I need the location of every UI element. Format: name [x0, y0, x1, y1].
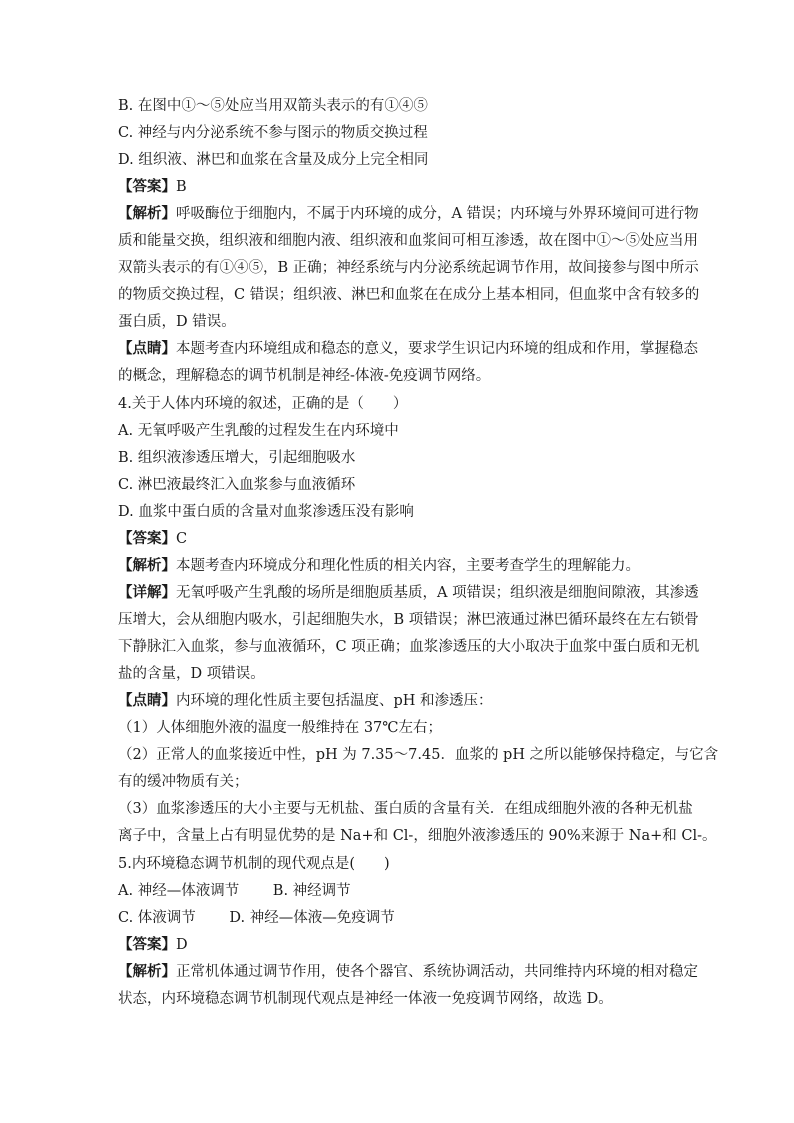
- q5-analysis-line: 状态，内环境稳态调节机制现代观点是神经一体液一免疫调节网络，故选 D。: [118, 991, 613, 1007]
- point-tag: 【点睛】: [118, 692, 176, 709]
- analysis-tag: 【解析】: [118, 963, 176, 980]
- q4-detail-line: 盐的含量，D 项错误。: [118, 666, 265, 682]
- q4-detail-line: 压增大，会从细胞内吸水，引起细胞失水，B 项错误；淋巴液通过淋巴循环最终在左右锁骨: [118, 612, 699, 628]
- q3-analysis-line: 的物质交换过程，C 错误；组织液、淋巴和血浆在在成分上基本相同，但血浆中含有较多的: [118, 287, 700, 303]
- q3-option-c: C. 神经与内分泌系统不参与图示的物质交换过程: [118, 125, 428, 141]
- q4-detail-line: 【详解】无氧呼吸产生乳酸的场所是细胞质基质，A 项错误；组织液是细胞间隙液，其渗透: [118, 584, 699, 601]
- q3-analysis-line: 质和能量交换，组织液和细胞内液、组织液和血浆间可相互渗透，故在图中①～⑤处应当用: [118, 233, 698, 249]
- analysis-tag: 【解析】: [118, 557, 176, 574]
- q3-option-b: B. 在图中①～⑤处应当用双箭头表示的有①④⑤: [118, 98, 428, 114]
- q3-answer: [118, 177, 187, 197]
- answer-value: B: [176, 179, 187, 195]
- answer-tag: 【答案】: [118, 936, 176, 953]
- q5-options-row: A. 神经—体液调节 B. 神经调节: [118, 883, 351, 899]
- q4-point-line: 离子中，含量上占有明显优势的是 Na+和 Cl-，细胞外液渗透压的 90%来源于 Na+和 Cl-。: [118, 828, 717, 844]
- q4-point-line: （3）血浆渗透压的大小主要与无机盐、蛋白质的含量有关．在组成细胞外液的各种无机盐: [118, 801, 693, 817]
- q4-option-d: D. 血浆中蛋白质的含量对血浆渗透压没有影响: [118, 504, 414, 520]
- q4-question: 4.关于人体内环境的叙述，正确的是（ ）: [118, 396, 408, 412]
- q5-answer: [118, 935, 188, 955]
- q3-point-line: 【点睛】本题考查内环境组成和稳态的意义，要求学生识记内环境的组成和作用，掌握稳态: [118, 340, 698, 357]
- q4-point-line: 【点睛】内环境的理化性质主要包括温度、pH 和渗透压：: [118, 692, 493, 709]
- answer-value: C: [176, 531, 188, 547]
- q3-analysis-line: 【解析】呼吸酶位于细胞内，不属于内环境的成分，A 错误；内环境与外界环境间可进行物: [118, 205, 699, 222]
- q5-analysis-line: 【解析】正常机体通过调节作用，使各个器官、系统协调活动，共同维持内环境的相对稳定: [118, 963, 698, 980]
- q4-detail-line: 下静脉汇入血浆，参与血液循环，C 项正确；血浆渗透压的大小取决于血浆中蛋白质和无机: [118, 639, 700, 655]
- q4-point-line: 有的缓冲物质有关；: [118, 774, 249, 790]
- point-tag: 【点睛】: [118, 340, 176, 357]
- detail-tag: 【详解】: [118, 584, 176, 601]
- answer-tag: 【答案】: [118, 178, 176, 195]
- q4-option-a: A. 无氧呼吸产生乳酸的过程发生在内环境中: [118, 423, 399, 439]
- q5-options-row: C. 体液调节 D. 神经—体液—免疫调节: [118, 910, 395, 926]
- q3-option-d: D. 组织液、淋巴和血浆在含量及成分上完全相同: [118, 152, 429, 168]
- q4-option-b: B. 组织液渗透压增大，引起细胞吸水: [118, 450, 356, 466]
- q3-point-line: 的概念，理解稳态的调节机制是神经-体液-免疫调节网络。: [118, 368, 491, 384]
- q3-analysis-line: 双箭头表示的有①④⑤，B 正确；神经系统与内分泌系统起调节作用，故间接参与图中所示: [118, 260, 699, 276]
- analysis-tag: 【解析】: [118, 205, 176, 222]
- q4-answer: [118, 529, 187, 549]
- q4-point-line: （1）人体细胞外液的温度一般维持在 37℃左右；: [118, 720, 443, 736]
- q3-analysis-line: 蛋白质，D 错误。: [118, 314, 236, 330]
- q5-question: 5.内环境稳态调节机制的现代观点是( ): [118, 856, 390, 872]
- q4-option-c: C. 淋巴液最终汇入血浆参与血液循环: [118, 477, 356, 493]
- q4-analysis: 【解析】本题考查内环境成分和理化性质的相关内容，主要考查学生的理解能力。: [118, 557, 640, 574]
- answer-value: D: [176, 937, 188, 953]
- q4-point-line: （2）正常人的血浆接近中性，pH 为 7.35～7.45．血浆的 pH 之所以能够保持稳定，与它含: [118, 747, 719, 763]
- answer-tag: 【答案】: [118, 530, 176, 547]
